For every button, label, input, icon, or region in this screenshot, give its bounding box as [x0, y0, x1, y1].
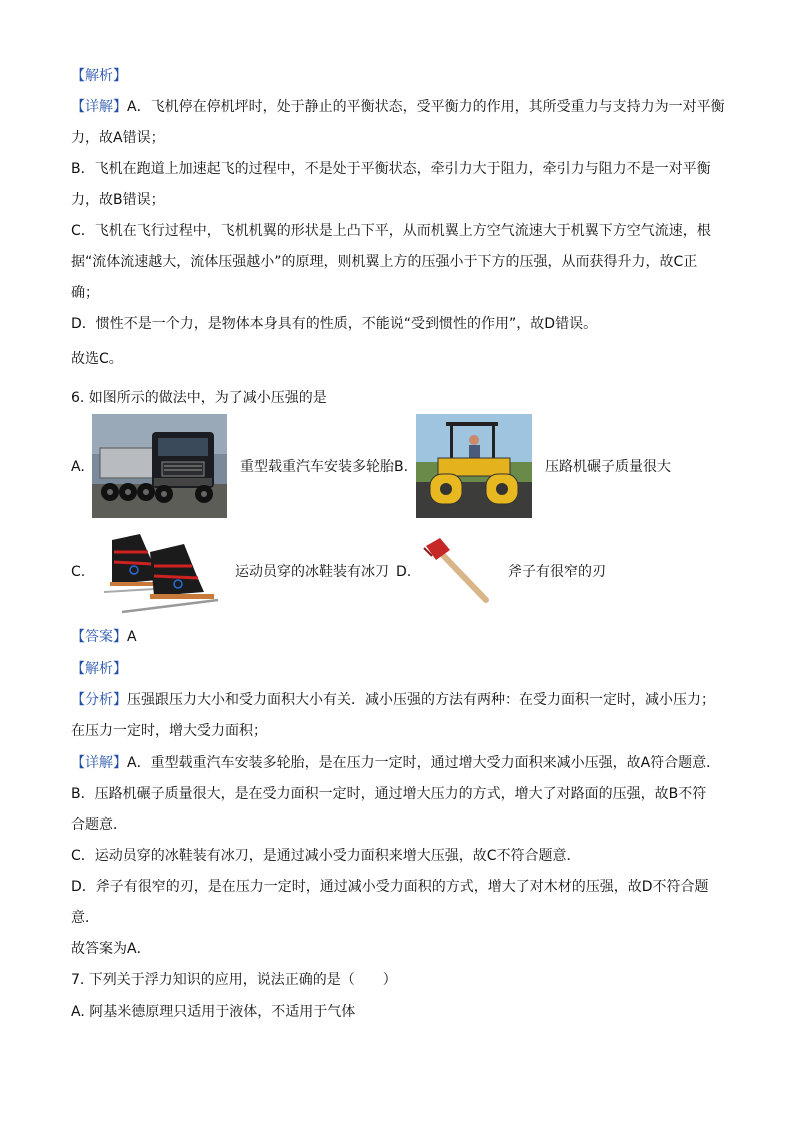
q6-detail-line-2: B．压路机碾子质量很大，是在受力面积一定时，通过增大压力的方式，增大了对路面的压强，故B不符 — [71, 786, 707, 802]
fenxi-line-1 — [71, 690, 731, 710]
q6-detail-text: A．重型载重汽车安装多轮胎，是在压力一定时，通过增大受力面积来减小压强，故A符合题意． — [127, 755, 721, 771]
q6-detail-line-5: D．斧子有很窄的刃，是在压力一定时，通过减小受力面积的方式，增大了对木材的压强，故D不符合题 — [71, 879, 709, 895]
detail-line-3: B．飞机在跑道上加速起飞的过程中，不是处于平衡状态，牵引力大于阻力，牵引力与阻力不是一对平衡 — [71, 161, 711, 177]
fenxi-tag: 【分析】 — [71, 692, 127, 708]
skates-image — [92, 522, 222, 618]
answer-tag: 【答案】 — [71, 629, 127, 645]
question-7-option-a: A. 阿基米德原理只适用于液体，不适用于气体 — [71, 1004, 356, 1020]
fenxi-text: 压强跟压力大小和受力面积大小有关．减小压强的方法有两种：在受力面积一定时，减小压力； — [127, 692, 715, 708]
option-c-text: 运动员穿的冰鞋装有冰刀 — [235, 564, 389, 580]
conclusion-line: 故选C。 — [71, 351, 123, 367]
option-b-text: 压路机碾子质量很大 — [545, 459, 671, 475]
option-c-label: C. — [71, 564, 86, 580]
roller-image — [416, 414, 532, 518]
question-7-stem: 7. 下列关于浮力知识的应用，说法正确的是（ ） — [71, 972, 397, 988]
option-d-label: D. — [396, 564, 412, 580]
answer-value: A — [127, 629, 137, 645]
question-6-stem: 6. 如图所示的做法中，为了减小压强的是 — [71, 390, 327, 406]
detail-text: A．飞机停在停机坪时，处于静止的平衡状态，受平衡力的作用，其所受重力与支持力为一对平衡 — [127, 99, 725, 115]
detail-line-5: C．飞机在飞行过程中，飞机机翼的形状是上凸下平，从而机翼上方空气流速大于机翼下方空气流速，根 — [71, 223, 711, 239]
option-a-label: A. — [71, 459, 85, 475]
option-d-text: 斧子有很窄的刃 — [508, 564, 606, 580]
q6-conclusion: 故答案为A． — [71, 941, 151, 957]
q6-detail-line-3: 合题意． — [71, 817, 127, 833]
q6-detail-tag: 【详解】 — [71, 755, 127, 771]
detail-line-1 — [71, 97, 731, 117]
detail-line-6: 据“流体流速越大，流体压强越小”的原理，则机翼上方的压强小于下方的压强，从而获得升力，故C正 — [71, 254, 698, 270]
detail-line-4: 力，故B错误； — [71, 192, 165, 208]
q6-detail-line-6: 意． — [71, 910, 99, 926]
q6-detail-line-4: C．运动员穿的冰鞋装有冰刀，是通过减小受力面积来增大压强，故C不符合题意． — [71, 848, 581, 864]
detail-line-7: 确； — [71, 285, 99, 301]
q6-detail-line-1 — [71, 753, 731, 773]
analysis-tag-2: 【解析】 — [71, 661, 127, 677]
axe-image — [420, 536, 492, 608]
detail-line-2: 力，故A错误； — [71, 130, 165, 146]
detail-tag: 【详解】 — [71, 99, 127, 115]
option-b-label: B. — [394, 459, 409, 475]
fenxi-line-2: 在压力一定时，增大受力面积； — [71, 723, 267, 739]
answer-line — [71, 627, 731, 647]
truck-image — [92, 414, 227, 518]
option-a-text: 重型载重汽车安装多轮胎 — [240, 459, 394, 475]
analysis-tag: 【解析】 — [71, 68, 127, 84]
detail-line-8: D．惯性不是一个力，是物体本身具有的性质，不能说“受到惯性的作用”，故D错误。 — [71, 316, 598, 332]
